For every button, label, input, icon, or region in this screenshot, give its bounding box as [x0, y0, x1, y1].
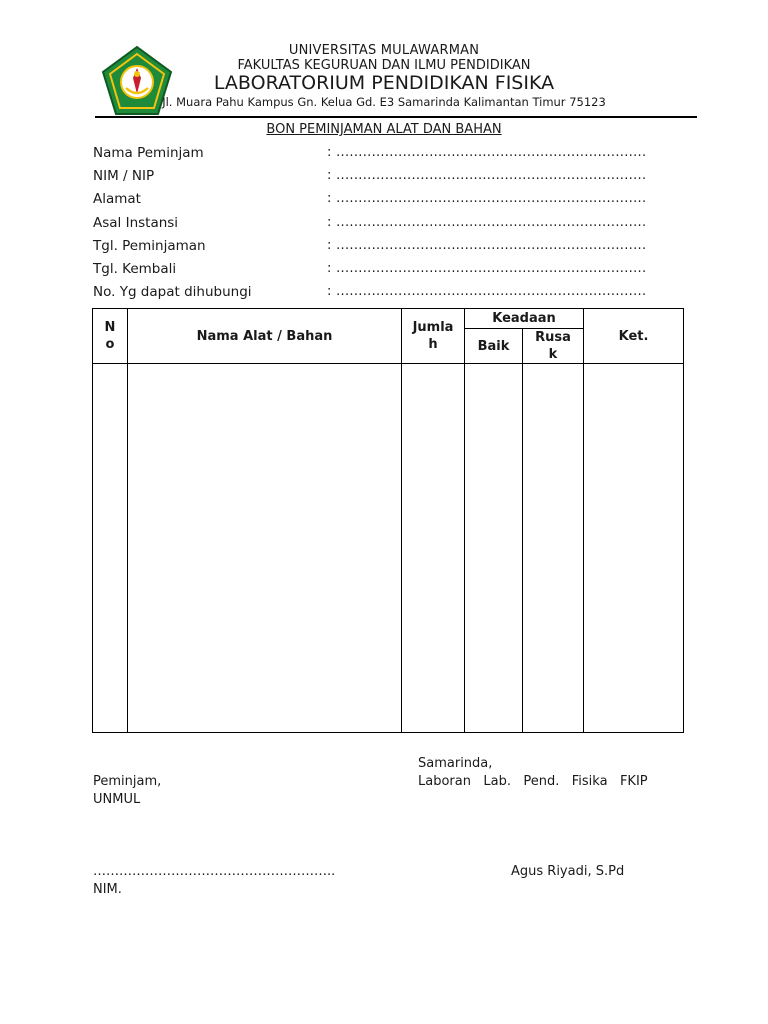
field-label-tgl-kembali: Tgl. Kembali	[93, 261, 177, 277]
field-dots-instansi: : ......................................................................	[327, 215, 647, 230]
faculty-name: FAKULTAS KEGURUAN DAN ILMU PENDIDIKAN	[237, 58, 531, 73]
cell-good	[465, 364, 523, 733]
cell-item-name	[128, 364, 402, 733]
header-quantity: Jumla h	[402, 309, 465, 364]
header-condition: Keadaan	[465, 309, 584, 329]
field-label-telepon: No. Yg dapat dihubungi	[93, 284, 252, 300]
field-dots-alamat: : ......................................................................	[327, 191, 647, 206]
laboran-name: Agus Riyadi, S.Pd	[511, 864, 625, 879]
items-table	[92, 308, 684, 733]
header-damaged: Rusa k	[523, 329, 584, 364]
borrower-signature-line: ………………………………………………..	[93, 864, 336, 879]
cell-no	[93, 364, 128, 733]
field-label-alamat: Alamat	[93, 191, 141, 207]
lab-name: LABORATORIUM PENDIDIKAN FISIKA	[213, 72, 555, 94]
header-notes: Ket.	[584, 309, 684, 364]
university-name: UNIVERSITAS MULAWARMAN	[288, 43, 480, 58]
header-no: N o	[93, 309, 128, 364]
field-label-instansi: Asal Instansi	[93, 215, 179, 231]
address: Jl. Muara Pahu Kampus Gn. Kelua Gd. E3 Samarinda Kalimantan Timur 75123	[162, 95, 606, 109]
cell-quantity	[402, 364, 465, 733]
field-label-nama: Nama Peminjam	[93, 145, 204, 161]
borrower-label: Peminjam,	[93, 774, 162, 789]
field-dots-nim: : ......................................................................	[327, 168, 647, 183]
field-label-tgl-pinjam: Tgl. Peminjaman	[93, 238, 206, 254]
field-dots-nama: : ......................................................................	[327, 145, 647, 160]
field-dots-tgl-kembali: : ......................................................................	[327, 261, 647, 276]
header-good: Baik	[465, 329, 523, 364]
field-dots-tgl-pinjam: : ......................................................................	[327, 238, 647, 253]
field-dots-telepon: : ......................................................................	[327, 284, 647, 299]
header-divider	[95, 116, 697, 118]
cell-damaged	[523, 364, 584, 733]
unmul-label: UNMUL	[93, 792, 141, 807]
field-label-nim: NIM / NIP	[93, 168, 155, 184]
document-title: BON PEMINJAMAN ALAT DAN BAHAN	[266, 122, 502, 137]
table-row	[93, 364, 684, 733]
header-item-name: Nama Alat / Bahan	[128, 309, 402, 364]
city-date: Samarinda,	[418, 756, 493, 771]
laboran-label: Laboran Lab. Pend. Fisika FKIP	[418, 774, 648, 789]
cell-notes	[584, 364, 684, 733]
nim-label: NIM.	[93, 882, 122, 897]
